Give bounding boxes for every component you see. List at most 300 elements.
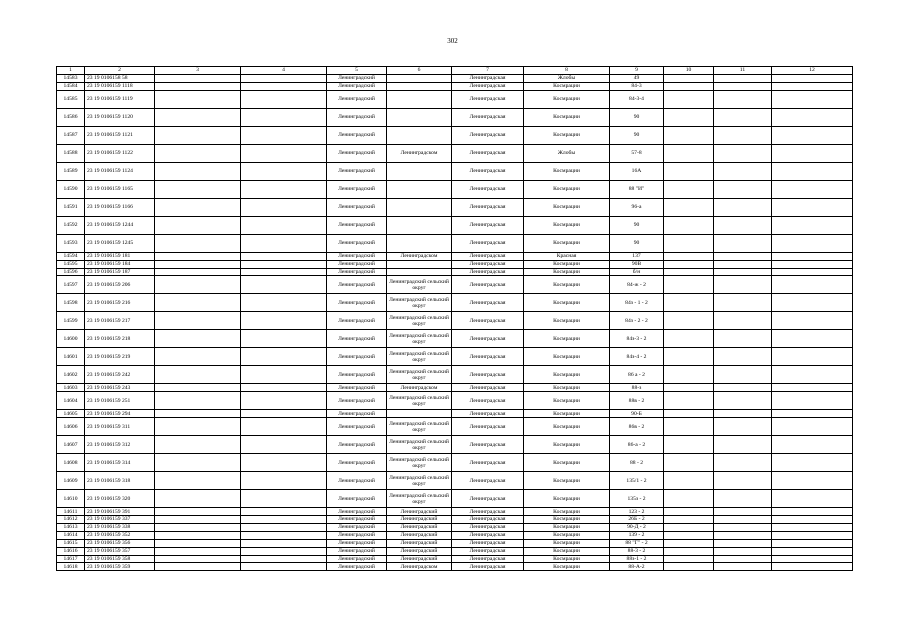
settlement-cell: Ленинградском	[387, 563, 452, 571]
street-cell: Космрации	[524, 90, 610, 108]
col3-cell	[155, 294, 241, 312]
col12-cell	[772, 294, 853, 312]
house-number-cell: 90	[610, 216, 664, 234]
col12-cell	[772, 216, 853, 234]
cadastral-number-cell: 23 19 0106159 1120	[85, 108, 155, 126]
cadastral-number-cell: 23 19 0106159 1165	[85, 180, 155, 198]
table-row	[57, 563, 853, 571]
district-cell: Ленинградский	[327, 144, 387, 162]
cadastral-number-cell: 23 19 0106159 320	[85, 490, 155, 508]
street-cell: Космрации	[524, 472, 610, 490]
locality-cell: Ленинградская	[452, 180, 524, 198]
col11-cell	[714, 418, 772, 436]
settlement-cell: Ленинградский сельский округ	[387, 330, 452, 348]
table-row	[57, 454, 853, 472]
col3-cell	[155, 516, 241, 524]
cadastral-number-cell: 23 19 0106159 1122	[85, 144, 155, 162]
col4-cell	[241, 436, 327, 454]
settlement-cell: Ленинградский сельский округ	[387, 490, 452, 508]
col4-cell	[241, 180, 327, 198]
column-header: 6	[387, 67, 452, 75]
record-number-cell: 14595	[57, 260, 85, 268]
house-number-cell: 86-а - 2	[610, 436, 664, 454]
settlement-cell: Ленинградский	[387, 547, 452, 555]
street-cell: Космрации	[524, 268, 610, 276]
col10-cell	[664, 126, 714, 144]
table-row	[57, 162, 853, 180]
locality-cell: Ленинградская	[452, 330, 524, 348]
table-row	[57, 260, 853, 268]
col3-cell	[155, 539, 241, 547]
table-row	[57, 524, 853, 532]
col10-cell	[664, 392, 714, 410]
col10-cell	[664, 508, 714, 516]
col10-cell	[664, 312, 714, 330]
table-row	[57, 252, 853, 260]
cadastral-number-cell: 23 19 0106159 337	[85, 516, 155, 524]
locality-cell: Ленинградская	[452, 410, 524, 418]
house-number-cell: 84-ж - 2	[610, 276, 664, 294]
col4-cell	[241, 294, 327, 312]
district-cell: Ленинградский	[327, 216, 387, 234]
col11-cell	[714, 547, 772, 555]
table-row	[57, 490, 853, 508]
street-cell: Космрации	[524, 162, 610, 180]
col12-cell	[772, 252, 853, 260]
col4-cell	[241, 547, 327, 555]
cadastral-number-cell: 23 19 0106159 358	[85, 555, 155, 563]
record-number-cell: 14601	[57, 348, 85, 366]
table-row	[57, 108, 853, 126]
col3-cell	[155, 392, 241, 410]
table-row	[57, 312, 853, 330]
col10-cell	[664, 539, 714, 547]
district-cell: Ленинградский	[327, 539, 387, 547]
col3-cell	[155, 563, 241, 571]
col10-cell	[664, 516, 714, 524]
col3-cell	[155, 384, 241, 392]
record-number-cell: 14608	[57, 454, 85, 472]
col10-cell	[664, 418, 714, 436]
col4-cell	[241, 82, 327, 90]
col12-cell	[772, 555, 853, 563]
col4-cell	[241, 418, 327, 436]
record-number-cell: 14596	[57, 268, 85, 276]
col10-cell	[664, 490, 714, 508]
record-number-cell: 14615	[57, 539, 85, 547]
cadastral-number-cell: 23 19 0106159 338	[85, 524, 155, 532]
cadastral-number-cell: 23 19 0106159 312	[85, 436, 155, 454]
col4-cell	[241, 276, 327, 294]
district-cell: Ленинградский	[327, 436, 387, 454]
col11-cell	[714, 516, 772, 524]
district-cell: Ленинградский	[327, 180, 387, 198]
settlement-cell: Ленинградском	[387, 384, 452, 392]
col4-cell	[241, 162, 327, 180]
col12-cell	[772, 180, 853, 198]
street-cell: Космрации	[524, 312, 610, 330]
district-cell: Ленинградский	[327, 524, 387, 532]
house-number-cell: 16А	[610, 162, 664, 180]
house-number-cell: 135/1 - 2	[610, 472, 664, 490]
cadastral-number-cell: 23 19 0106159 1166	[85, 198, 155, 216]
street-cell: Космрации	[524, 294, 610, 312]
record-number-cell: 14606	[57, 418, 85, 436]
col12-cell	[772, 436, 853, 454]
col12-cell	[772, 126, 853, 144]
cadastral-number-cell: 23 19 0106159 218	[85, 330, 155, 348]
col4-cell	[241, 75, 327, 83]
col10-cell	[664, 410, 714, 418]
house-number-cell: 90-Д - 2	[610, 524, 664, 532]
table-row	[57, 90, 853, 108]
col3-cell	[155, 260, 241, 268]
col10-cell	[664, 330, 714, 348]
district-cell: Ленинградский	[327, 90, 387, 108]
col4-cell	[241, 330, 327, 348]
column-header: 12	[772, 67, 853, 75]
table-row	[57, 392, 853, 410]
col3-cell	[155, 162, 241, 180]
table-row	[57, 508, 853, 516]
street-cell: Космрации	[524, 348, 610, 366]
col4-cell	[241, 366, 327, 384]
locality-cell: Ленинградская	[452, 436, 524, 454]
district-cell: Ленинградский	[327, 392, 387, 410]
district-cell: Ленинградский	[327, 555, 387, 563]
settlement-cell: Ленинградский	[387, 531, 452, 539]
locality-cell: Ленинградская	[452, 294, 524, 312]
locality-cell: Ленинградская	[452, 531, 524, 539]
settlement-cell	[387, 162, 452, 180]
house-number-cell: 90	[610, 126, 664, 144]
col4-cell	[241, 410, 327, 418]
col4-cell	[241, 126, 327, 144]
cadastral-number-cell: 23 19 0106159 1121	[85, 126, 155, 144]
col3-cell	[155, 126, 241, 144]
cadastral-number-cell: 23 19 0106159 1119	[85, 90, 155, 108]
col3-cell	[155, 490, 241, 508]
district-cell: Ленинградский	[327, 268, 387, 276]
col10-cell	[664, 268, 714, 276]
house-number-cell: 88з-1 - 2	[610, 555, 664, 563]
table-row	[57, 384, 853, 392]
district-cell: Ленинградский	[327, 531, 387, 539]
col11-cell	[714, 268, 772, 276]
col11-cell	[714, 436, 772, 454]
district-cell: Ленинградский	[327, 162, 387, 180]
settlement-cell: Ленинградский	[387, 516, 452, 524]
col12-cell	[772, 410, 853, 418]
cadastral-number-cell: 23 19 0106159 1118	[85, 82, 155, 90]
street-cell: Космрации	[524, 82, 610, 90]
col12-cell	[772, 144, 853, 162]
record-number-cell: 14603	[57, 384, 85, 392]
record-number-cell: 14612	[57, 516, 85, 524]
col11-cell	[714, 82, 772, 90]
col10-cell	[664, 547, 714, 555]
cadastral-number-cell: 23 19 0106159 217	[85, 312, 155, 330]
col3-cell	[155, 472, 241, 490]
record-number-cell: 14611	[57, 508, 85, 516]
col3-cell	[155, 436, 241, 454]
col12-cell	[772, 392, 853, 410]
locality-cell: Ленинградская	[452, 418, 524, 436]
col4-cell	[241, 454, 327, 472]
record-number-cell: 14584	[57, 82, 85, 90]
district-cell: Ленинградский	[327, 234, 387, 252]
col4-cell	[241, 348, 327, 366]
locality-cell: Ленинградская	[452, 490, 524, 508]
district-cell: Ленинградский	[327, 198, 387, 216]
registry-table	[56, 66, 853, 571]
table-row	[57, 126, 853, 144]
col12-cell	[772, 490, 853, 508]
col3-cell	[155, 555, 241, 563]
district-cell: Ленинградский	[327, 472, 387, 490]
street-cell: Космрации	[524, 198, 610, 216]
settlement-cell	[387, 260, 452, 268]
table-row	[57, 276, 853, 294]
district-cell: Ленинградский	[327, 252, 387, 260]
district-cell: Ленинградский	[327, 82, 387, 90]
cadastral-number-cell: 23 19 0106159 318	[85, 472, 155, 490]
street-cell: Жлобы	[524, 144, 610, 162]
col10-cell	[664, 524, 714, 532]
locality-cell: Ленинградская	[452, 216, 524, 234]
table-row	[57, 82, 853, 90]
col12-cell	[772, 234, 853, 252]
col12-cell	[772, 418, 853, 436]
record-number-cell: 14614	[57, 531, 85, 539]
cadastral-number-cell: 23 19 0106159 352	[85, 531, 155, 539]
street-cell: Космрации	[524, 330, 610, 348]
table-row	[57, 268, 853, 276]
col11-cell	[714, 260, 772, 268]
record-number-cell: 14616	[57, 547, 85, 555]
settlement-cell: Ленинградский	[387, 555, 452, 563]
record-number-cell: 14607	[57, 436, 85, 454]
locality-cell: Ленинградская	[452, 539, 524, 547]
district-cell: Ленинградский	[327, 75, 387, 83]
locality-cell: Ленинградская	[452, 198, 524, 216]
record-number-cell: 14586	[57, 108, 85, 126]
col10-cell	[664, 260, 714, 268]
record-number-cell: 14594	[57, 252, 85, 260]
col10-cell	[664, 294, 714, 312]
col3-cell	[155, 252, 241, 260]
record-number-cell: 14591	[57, 198, 85, 216]
col11-cell	[714, 454, 772, 472]
cadastral-number-cell: 23 19 0106159 184	[85, 260, 155, 268]
district-cell: Ленинградский	[327, 410, 387, 418]
settlement-cell	[387, 82, 452, 90]
house-number-cell: 135з - 2	[610, 490, 664, 508]
col11-cell	[714, 276, 772, 294]
house-number-cell: 137	[610, 252, 664, 260]
cadastral-number-cell: 23 19 0106159 357	[85, 547, 155, 555]
locality-cell: Ленинградская	[452, 260, 524, 268]
col12-cell	[772, 384, 853, 392]
col12-cell	[772, 90, 853, 108]
registry-body	[57, 67, 853, 571]
col10-cell	[664, 90, 714, 108]
table-row	[57, 555, 853, 563]
locality-cell: Ленинградская	[452, 162, 524, 180]
table-row	[57, 330, 853, 348]
district-cell: Ленинградский	[327, 563, 387, 571]
house-number-cell: 49	[610, 75, 664, 83]
cadastral-number-cell: 23 19 0106159 251	[85, 392, 155, 410]
col11-cell	[714, 508, 772, 516]
street-cell: Космрации	[524, 516, 610, 524]
house-number-cell: 84з - 2 - 2	[610, 312, 664, 330]
settlement-cell	[387, 90, 452, 108]
col11-cell	[714, 294, 772, 312]
cadastral-number-cell: 23 19 0106159 216	[85, 294, 155, 312]
col11-cell	[714, 75, 772, 83]
settlement-cell: Ленинградский сельский округ	[387, 366, 452, 384]
locality-cell: Ленинградская	[452, 348, 524, 366]
col3-cell	[155, 330, 241, 348]
col3-cell	[155, 90, 241, 108]
column-header: 2	[85, 67, 155, 75]
street-cell: Космрации	[524, 260, 610, 268]
col10-cell	[664, 198, 714, 216]
settlement-cell: Ленинградский сельский округ	[387, 472, 452, 490]
col12-cell	[772, 162, 853, 180]
table-row	[57, 436, 853, 454]
house-number-cell: 139 - 2	[610, 531, 664, 539]
locality-cell: Ленинградская	[452, 366, 524, 384]
house-number-cell: 90В	[610, 260, 664, 268]
column-header: 1	[57, 67, 85, 75]
col11-cell	[714, 216, 772, 234]
locality-cell: Ленинградская	[452, 75, 524, 83]
district-cell: Ленинградский	[327, 312, 387, 330]
col3-cell	[155, 82, 241, 90]
column-header: 7	[452, 67, 524, 75]
locality-cell: Ленинградская	[452, 392, 524, 410]
col12-cell	[772, 539, 853, 547]
locality-cell: Ленинградская	[452, 524, 524, 532]
column-header: 11	[714, 67, 772, 75]
col3-cell	[155, 108, 241, 126]
district-cell: Ленинградский	[327, 366, 387, 384]
col3-cell	[155, 312, 241, 330]
header-row	[57, 67, 853, 75]
table-row	[57, 75, 853, 83]
settlement-cell	[387, 126, 452, 144]
house-number-cell: 90	[610, 234, 664, 252]
record-number-cell: 14589	[57, 162, 85, 180]
table-row	[57, 366, 853, 384]
col12-cell	[772, 563, 853, 571]
col12-cell	[772, 366, 853, 384]
col11-cell	[714, 198, 772, 216]
record-number-cell: 14598	[57, 294, 85, 312]
settlement-cell	[387, 268, 452, 276]
col10-cell	[664, 180, 714, 198]
cadastral-number-cell: 23 19 0106158 58	[85, 75, 155, 83]
locality-cell: Ленинградская	[452, 82, 524, 90]
table-row	[57, 410, 853, 418]
col4-cell	[241, 392, 327, 410]
locality-cell: Ленинградская	[452, 144, 524, 162]
settlement-cell: Ленинградский	[387, 539, 452, 547]
col11-cell	[714, 330, 772, 348]
settlement-cell	[387, 234, 452, 252]
settlement-cell: Ленинградский	[387, 508, 452, 516]
record-number-cell: 14588	[57, 144, 85, 162]
col12-cell	[772, 454, 853, 472]
street-cell: Космрации	[524, 531, 610, 539]
col10-cell	[664, 252, 714, 260]
cadastral-number-cell: 23 19 0106159 1124	[85, 162, 155, 180]
street-cell: Космрации	[524, 180, 610, 198]
col3-cell	[155, 454, 241, 472]
col11-cell	[714, 312, 772, 330]
record-number-cell: 14590	[57, 180, 85, 198]
col3-cell	[155, 268, 241, 276]
record-number-cell: 14605	[57, 410, 85, 418]
col10-cell	[664, 472, 714, 490]
col4-cell	[241, 216, 327, 234]
house-number-cell: 84з - 1 - 2	[610, 294, 664, 312]
col10-cell	[664, 75, 714, 83]
col10-cell	[664, 384, 714, 392]
col11-cell	[714, 384, 772, 392]
col12-cell	[772, 198, 853, 216]
cadastral-number-cell: 23 19 0106159 311	[85, 418, 155, 436]
col3-cell	[155, 348, 241, 366]
district-cell: Ленинградский	[327, 454, 387, 472]
col12-cell	[772, 508, 853, 516]
house-number-cell: 88-з	[610, 384, 664, 392]
table-row	[57, 547, 853, 555]
cadastral-number-cell: 23 19 0106159 356	[85, 539, 155, 547]
record-number-cell: 14600	[57, 330, 85, 348]
house-number-cell: 57-8	[610, 144, 664, 162]
table-row	[57, 472, 853, 490]
col3-cell	[155, 216, 241, 234]
col3-cell	[155, 524, 241, 532]
record-number-cell: 14609	[57, 472, 85, 490]
col11-cell	[714, 531, 772, 539]
col12-cell	[772, 276, 853, 294]
cadastral-number-cell: 23 19 0106159 359	[85, 563, 155, 571]
col12-cell	[772, 472, 853, 490]
table-row	[57, 216, 853, 234]
house-number-cell: 88в - 2	[610, 392, 664, 410]
col3-cell	[155, 410, 241, 418]
col4-cell	[241, 268, 327, 276]
table-row	[57, 180, 853, 198]
house-number-cell: 90-Б	[610, 410, 664, 418]
col10-cell	[664, 108, 714, 126]
record-number-cell: 14604	[57, 392, 85, 410]
settlement-cell: Ленинградский сельский округ	[387, 454, 452, 472]
house-number-cell: б/н	[610, 268, 664, 276]
col11-cell	[714, 126, 772, 144]
cadastral-number-cell: 23 19 0106159 314	[85, 454, 155, 472]
col3-cell	[155, 75, 241, 83]
col12-cell	[772, 108, 853, 126]
col3-cell	[155, 531, 241, 539]
record-number-cell: 14610	[57, 490, 85, 508]
col3-cell	[155, 366, 241, 384]
column-header: 10	[664, 67, 714, 75]
